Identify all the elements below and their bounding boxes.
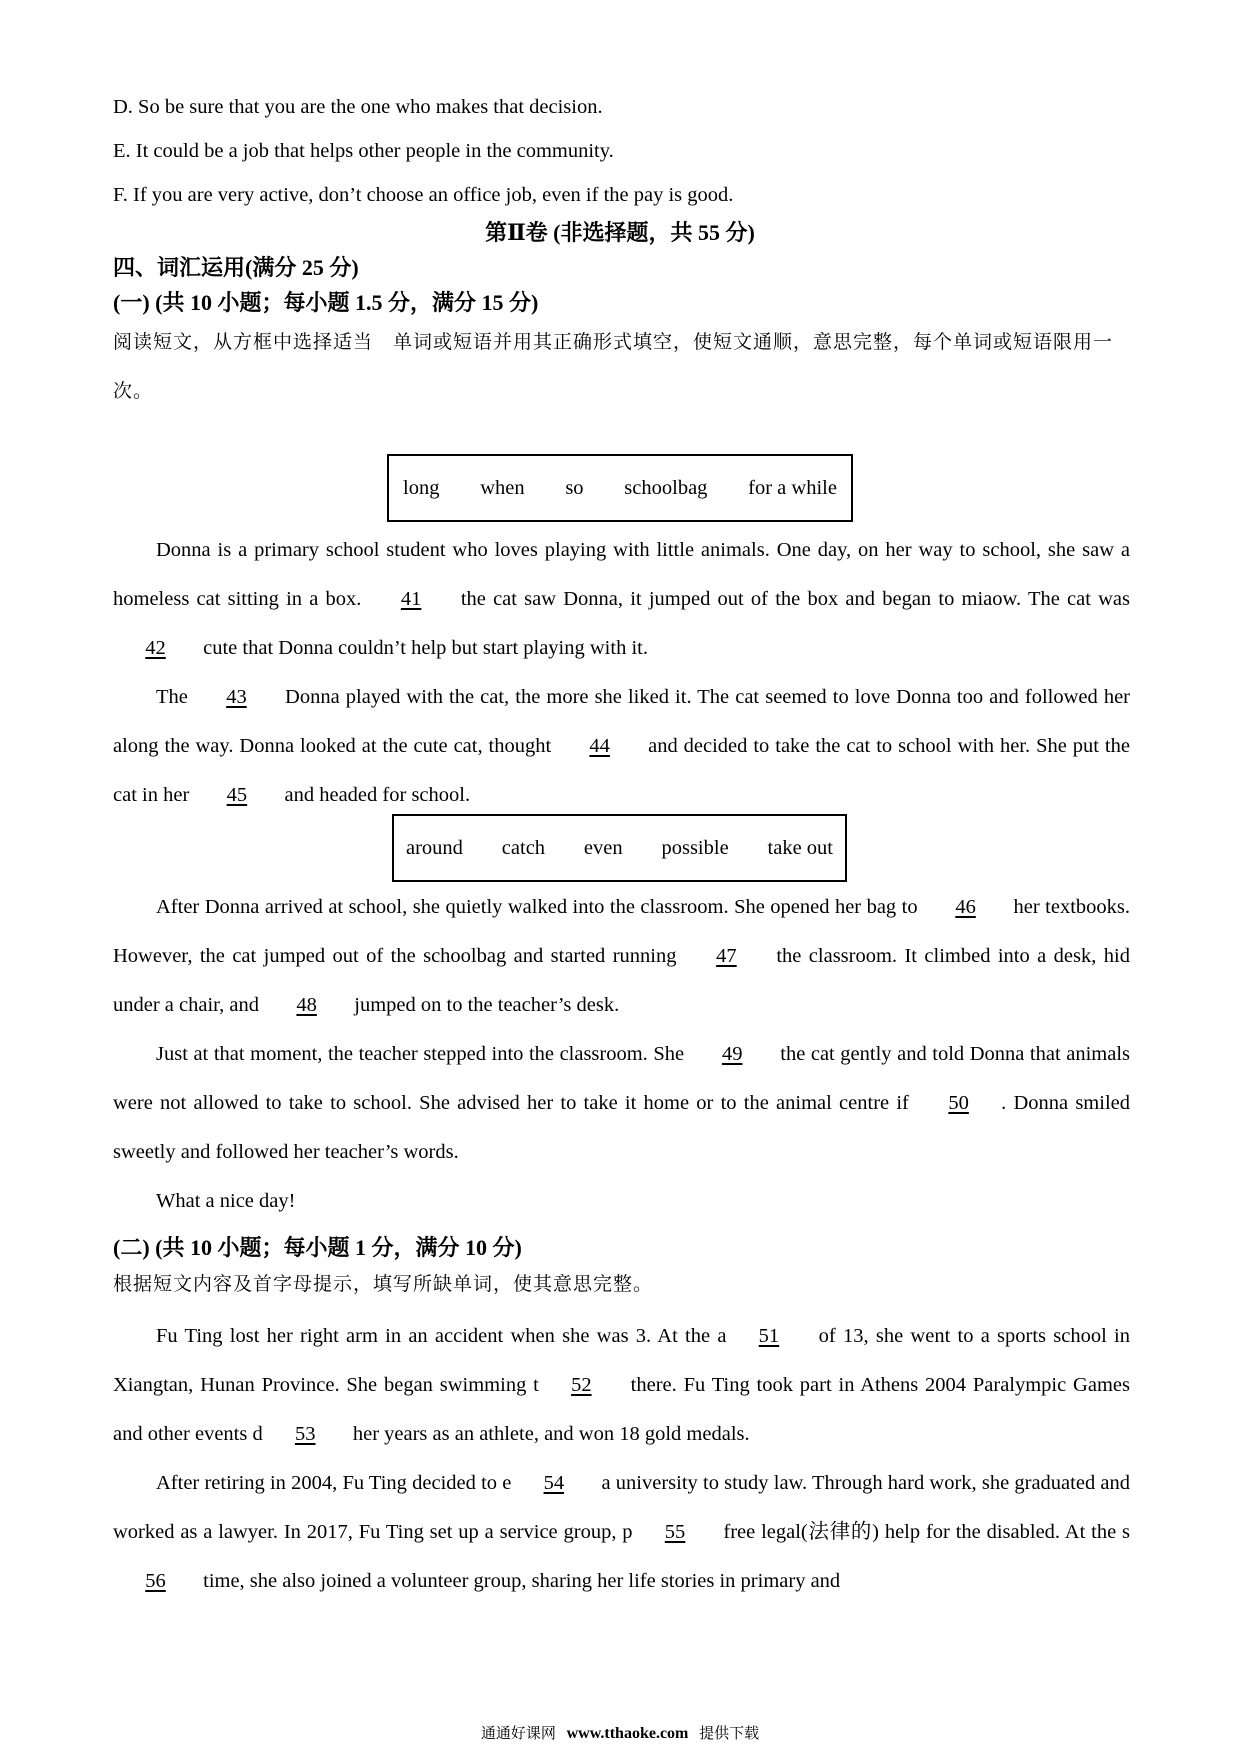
word-box-1-item: when xyxy=(480,476,525,499)
blank-56: 56 xyxy=(145,1570,166,1592)
blank-46: 46 xyxy=(955,896,976,918)
word-box-1-item: long xyxy=(403,476,440,499)
word-box-2 xyxy=(392,814,847,882)
passage-paragraph-5: What a nice day! xyxy=(156,1190,296,1212)
word-box-1-item: schoolbag xyxy=(624,476,708,499)
passage-paragraph-6: Fu Ting lost her right arm in an accident when she was 3. At the a 51 of 13, she went to a sports school in Xiangtan, Hunan Province. She began swimming t 52 there. Fu Ting took part in Athens 2004 Paralympic Games and other events d 53 her years as an athlete, and won 18 gold medals. xyxy=(113,1312,1130,1459)
subsection-1-instruction: 阅读短文，从方框中选择适当 单词或短语并用其正确形式填空，使短文通顺，意思完整，每个单词或短语限用一次。 xyxy=(113,331,1114,402)
word-box-2-item: even xyxy=(583,836,623,859)
subsection-1-title: (一) (共 10 小题；每小题 1.5 分，满分 15 分) xyxy=(113,290,539,315)
option-f: F. If you are very active, don’t choose an office job, even if the pay is good. xyxy=(113,184,734,206)
blank-54: 54 xyxy=(543,1472,565,1494)
blank-50: 50 xyxy=(948,1092,969,1114)
word-box-2-item: catch xyxy=(501,836,546,859)
blank-49: 49 xyxy=(721,1043,743,1065)
blank-52: 52 xyxy=(571,1374,592,1396)
subsection-2-instruction: 根据短文内容及首字母提示，填写所缺单词，使其意思完整。 xyxy=(113,1273,654,1295)
passage-paragraph-4: Just at that moment, the teacher stepped into the classroom. She 49 the cat gently and told Donna that animals were not allowed to take to school. She advised her to take it home or to the animal centre if 50 . Donna smiled sweetly and followed her teacher’s words. xyxy=(113,1030,1130,1177)
blank-43: 43 xyxy=(226,686,247,708)
section-2-title: 第Ⅱ卷 (非选择题，共 55 分) xyxy=(485,220,755,245)
word-box-1 xyxy=(387,454,853,522)
passage-paragraph-1: Donna is a primary school student who loves playing with little animals. One day, on her way to school, she saw a homeless cat sitting in a box. 41 the cat saw Donna, it jumped out of the box and began to miaow. The cat was 42 cute that Donna couldn’t help but start playing with it. xyxy=(113,526,1130,673)
blank-42: 42 xyxy=(145,637,166,659)
passage-paragraph-2: The 43 Donna played with the cat, the more she liked it. The cat seemed to love Donna too and followed her along the way. Donna looked at the cute cat, thought 44 and decided to take the cat to school with her. She put the cat in her 45 and headed for school. xyxy=(113,673,1130,820)
passage-paragraph-7: After retiring in 2004, Fu Ting decided to e 54 a university to study law. Through hard work, she graduated and worked as a lawyer. In 2017, Fu Ting set up a service group, p 55 free legal(法律的) help for the disabled. At the s56 time, she also joined a volunteer group, sharing her life stories in primary and xyxy=(113,1459,1130,1606)
blank-55: 55 xyxy=(664,1521,686,1543)
blank-45: 45 xyxy=(226,784,248,806)
footer-site-name: 通通好课网 xyxy=(480,1724,556,1742)
blank-47: 47 xyxy=(716,945,737,967)
word-box-2-item: possible xyxy=(661,836,729,859)
blank-51: 51 xyxy=(758,1325,780,1347)
part-4-title: 四、词汇运用(满分 25 分) xyxy=(113,255,359,280)
passage-paragraph-3: After Donna arrived at school, she quietly walked into the classroom. She opened her bag to 46 her textbooks. However, the cat jumped out of the schoolbag and started running 47 the classroom. It climbed into a desk, hid under a chair, and 48 jumped on to the teacher’s desk. xyxy=(113,883,1130,1030)
blank-44: 44 xyxy=(589,735,610,757)
word-box-2-item: take out xyxy=(767,836,833,859)
footer-download-text: 提供下载 xyxy=(699,1724,760,1742)
option-e: E. It could be a job that helps other people in the community. xyxy=(113,140,614,162)
page-footer xyxy=(0,1722,1240,1743)
blank-41: 41 xyxy=(400,588,422,610)
option-d: D. So be sure that you are the one who makes that decision. xyxy=(113,96,603,118)
word-box-1-item: for a while xyxy=(748,476,837,499)
blank-53: 53 xyxy=(294,1423,316,1445)
word-box-2-item: around xyxy=(406,836,463,859)
blank-48: 48 xyxy=(296,994,317,1016)
subsection-2-title: (二) (共 10 小题；每小题 1 分，满分 10 分) xyxy=(113,1235,522,1260)
word-box-1-item: so xyxy=(565,476,584,499)
footer-url-link[interactable]: www.tthaoke.com xyxy=(566,1725,689,1742)
